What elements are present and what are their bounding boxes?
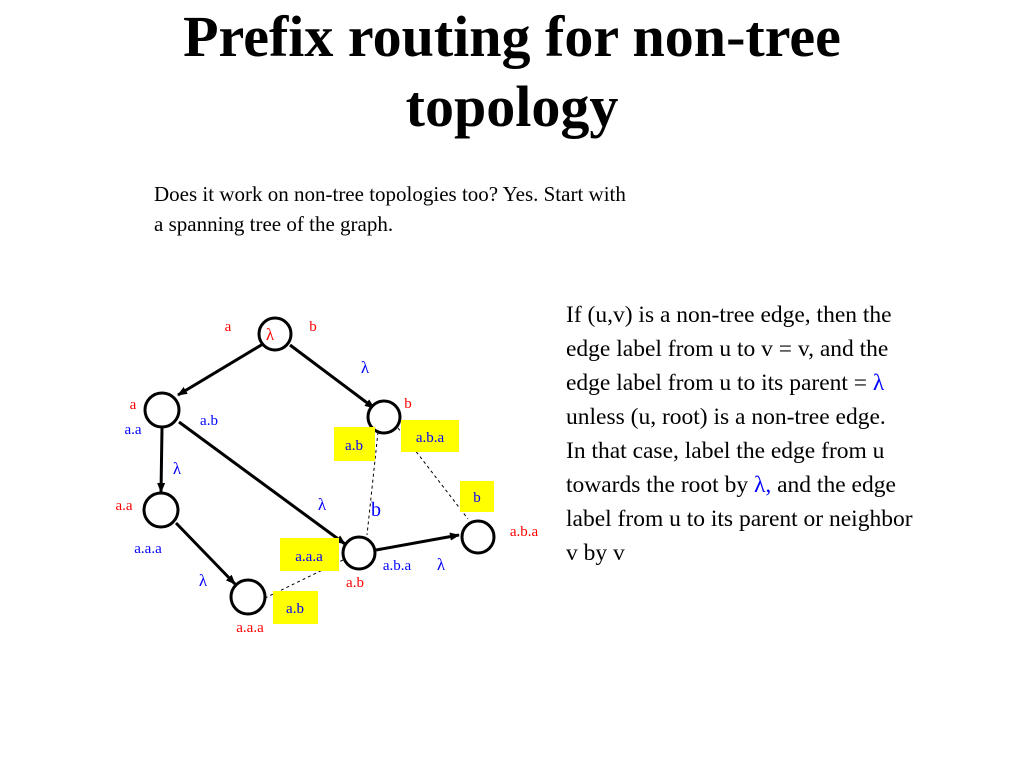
- lambda-symbol: λ,: [753, 472, 772, 498]
- edge-a-to-aa: [161, 428, 162, 492]
- node-label: b: [404, 396, 412, 412]
- explanation-line-6-tail: and the edge: [771, 472, 896, 498]
- node-label: λ: [265, 325, 275, 344]
- highlight-label: a.b: [286, 601, 304, 617]
- node-label: a: [129, 397, 137, 413]
- node-a: [145, 393, 179, 427]
- edge-a-to-ab: [179, 422, 345, 544]
- edge-ab-to-aba: [376, 535, 459, 550]
- node-ab: [343, 537, 375, 569]
- edge-label: λ: [198, 571, 208, 590]
- title-line-2: topology: [405, 74, 619, 139]
- edge-root-to-a: [178, 344, 263, 395]
- explanation-line-5: In that case, label the edge from u: [566, 438, 885, 464]
- intro-line-1: Does it work on non-tree topologies too? Yes. Start with: [154, 182, 626, 206]
- node-aaa: [231, 580, 265, 614]
- intro-line-2: a spanning tree of the graph.: [154, 212, 394, 236]
- explanation-line-1: If (u,v) is a non-tree edge, then the: [566, 302, 892, 328]
- edge-label: λ: [317, 495, 327, 514]
- edge-label: a.b.a: [382, 558, 412, 574]
- root-node: [259, 318, 291, 350]
- node-label: b: [309, 319, 317, 335]
- node-label: a.b.a: [509, 524, 539, 540]
- highlight-label: a.b.a: [415, 430, 445, 446]
- edge-label: a.b: [200, 413, 218, 429]
- explanation-line-8: v by v: [566, 540, 625, 566]
- explanation-line-7: label from u to its parent or neighbor: [566, 506, 913, 532]
- node-label: a: [224, 319, 232, 335]
- node-aba: [462, 521, 494, 553]
- edge-label: a.a.a: [134, 541, 162, 557]
- explanation-line-2: edge label from u to v = v, and the: [566, 336, 889, 362]
- node-aa: [144, 493, 178, 527]
- node-label: a.a: [115, 498, 133, 514]
- highlight-label: b: [473, 490, 481, 506]
- explanation-line-6-text: towards the root by: [566, 472, 754, 498]
- highlight-label: a.b: [345, 438, 363, 454]
- highlight-label: a.a.a: [295, 549, 323, 565]
- edge-label: λ: [172, 459, 182, 478]
- explanation-line-3-text: edge label from u to its parent =: [566, 370, 873, 396]
- node-label: a.a.a: [236, 620, 264, 636]
- edge-label: λ: [436, 555, 446, 574]
- node-label: a.b: [346, 575, 364, 591]
- explanation-line-4: unless (u, root) is a non-tree edge.: [566, 404, 886, 430]
- lambda-symbol: λ: [872, 370, 885, 396]
- title-line-1: Prefix routing for non-tree: [183, 4, 841, 69]
- edge-label: a.a: [124, 422, 142, 438]
- edge-label: λ: [360, 358, 370, 377]
- edge-label: b: [371, 499, 381, 521]
